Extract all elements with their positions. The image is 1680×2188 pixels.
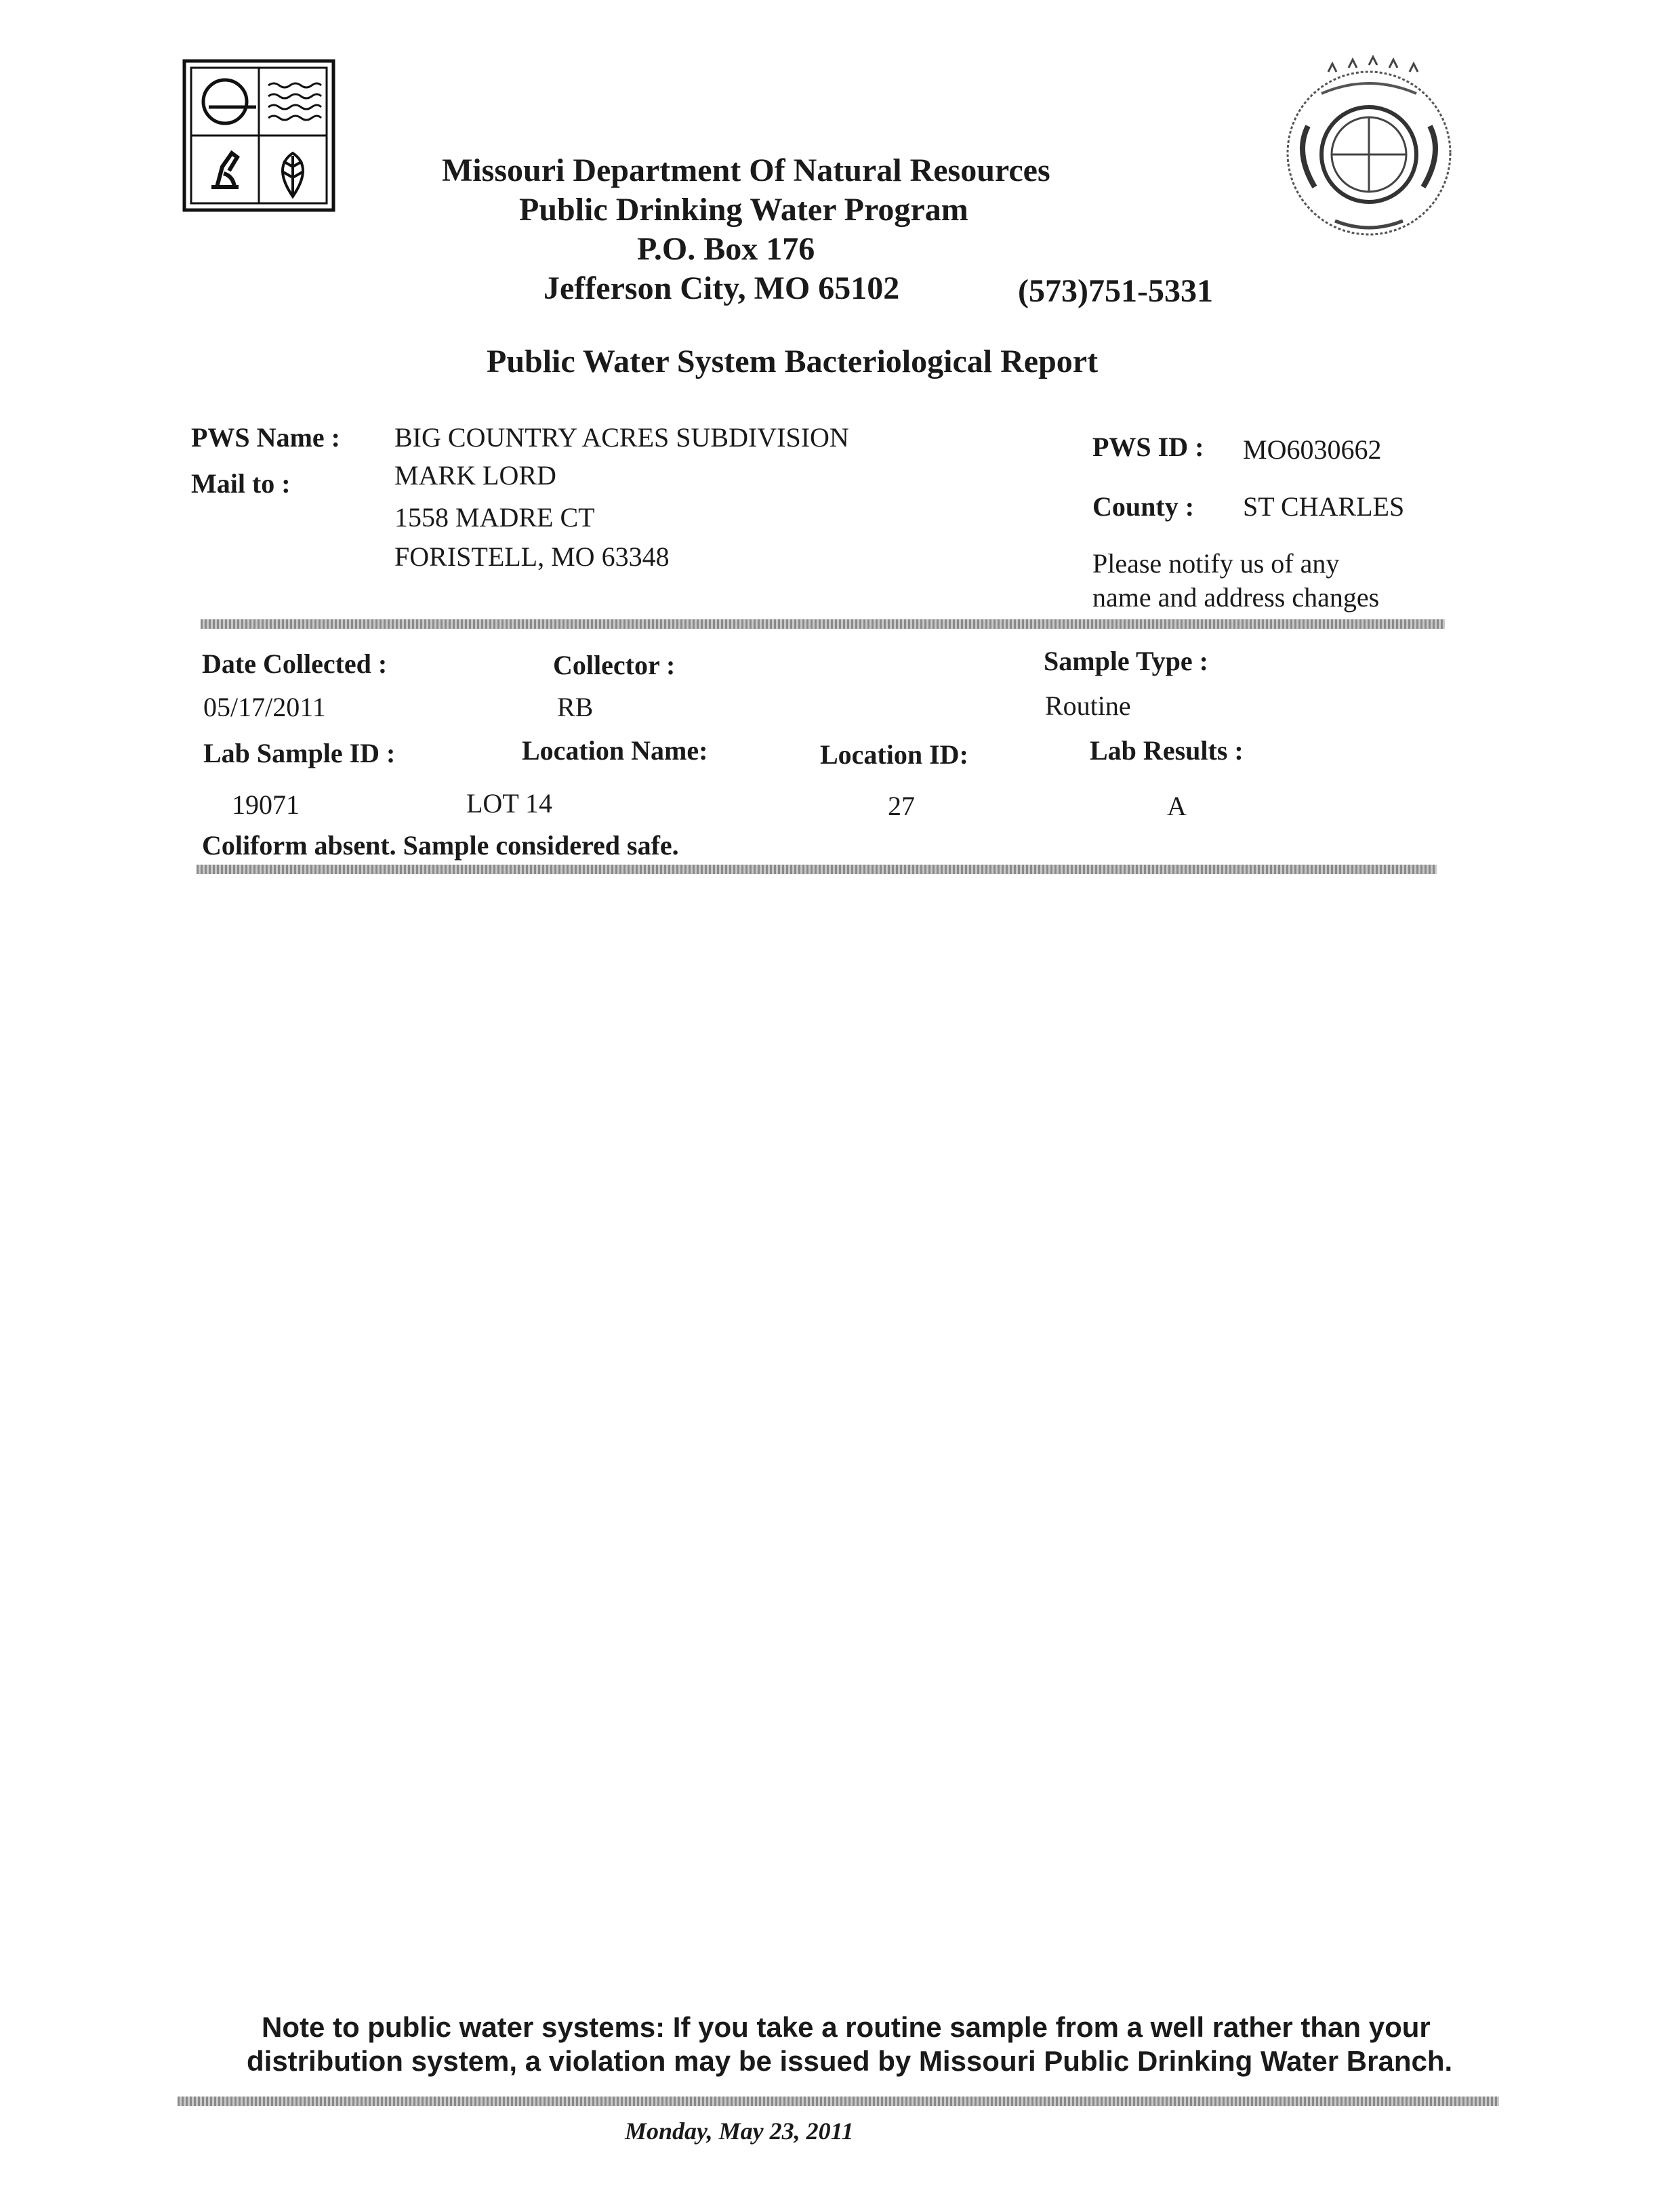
collector-label: Collector :: [553, 650, 676, 680]
missouri-state-seal-icon: [1267, 51, 1471, 241]
pws-name-value: BIG COUNTRY ACRES SUBDIVISION: [394, 422, 849, 453]
sample-type-label: Sample Type :: [1044, 646, 1208, 676]
mail-name-value: MARK LORD: [394, 460, 556, 491]
org-name-line: Missouri Department Of Natural Resources: [442, 152, 1050, 188]
section-divider-bottom: [197, 865, 1437, 874]
collector-value: RB: [557, 692, 594, 722]
lab-results-label: Lab Results :: [1090, 735, 1244, 766]
address-line-1: 1558 MADRE CT: [394, 502, 595, 533]
pws-id-value: MO6030662: [1243, 434, 1382, 465]
section-divider-top: [201, 619, 1445, 629]
date-collected-value: 05/17/2011: [203, 692, 326, 722]
location-name-value: LOT 14: [466, 788, 553, 819]
lab-sample-id-value: 19071: [232, 789, 300, 820]
footer-note-line-1: Note to public water systems: If you take a routine sample from a well rather than your: [262, 2011, 1431, 2043]
footer-divider: [178, 2097, 1499, 2106]
report-date: Monday, May 23, 2011: [625, 2118, 854, 2145]
program-name-line: Public Drinking Water Program: [519, 192, 968, 228]
lab-sample-id-label: Lab Sample ID :: [203, 738, 396, 768]
county-label: County :: [1092, 491, 1195, 522]
location-name-label: Location Name:: [522, 735, 708, 766]
footer-note-line-2: distribution system, a violation may be issued by Missouri Public Drinking Water Branch.: [247, 2045, 1453, 2077]
notify-line-1: Please notify us of any: [1092, 548, 1340, 579]
address-line-2: FORISTELL, MO 63348: [394, 541, 670, 572]
notify-line-2: name and address changes: [1092, 582, 1380, 613]
po-box-line: P.O. Box 176: [637, 231, 815, 267]
sample-type-value: Routine: [1045, 690, 1131, 721]
location-id-label: Location ID:: [820, 739, 968, 770]
location-id-value: 27: [888, 791, 915, 821]
report-title: Public Water System Bacteriological Report: [487, 344, 1099, 379]
dnr-logo-icon: [182, 58, 336, 213]
date-collected-label: Date Collected :: [202, 648, 388, 679]
county-value: ST CHARLES: [1243, 491, 1405, 522]
pws-name-label: PWS Name :: [191, 422, 340, 453]
city-line: Jefferson City, MO 65102: [544, 270, 900, 306]
lab-results-value: A: [1167, 791, 1187, 821]
phone-number: (573)751-5331: [1018, 273, 1213, 309]
pws-id-label: PWS ID :: [1092, 432, 1204, 462]
mail-to-label: Mail to :: [191, 468, 291, 499]
result-message: Coliform absent. Sample considered safe.: [202, 830, 679, 861]
